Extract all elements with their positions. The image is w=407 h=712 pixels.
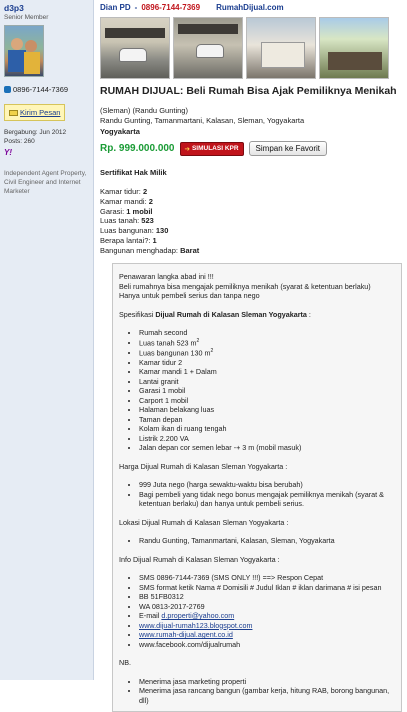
listing-area: (Sleman) (Randu Gunting) [100, 105, 188, 115]
list-item: • Menerima jasa rancang bangun (gambar kerja, hitung RAB, borong bangunan, dll) [139, 686, 391, 705]
kpr-simulation-button[interactable] [180, 142, 244, 156]
email-item: • E-mail d.properti@yahoo.com [139, 611, 391, 621]
facebook-item [139, 640, 391, 650]
listing-main [100, 0, 407, 712]
spec-label: Kamar mandi: [100, 196, 149, 206]
nb-items [139, 677, 391, 706]
spec-value: 2 [142, 187, 148, 197]
listing-location [100, 106, 407, 138]
agent-site-item-link[interactable]: www.rumah-dijual.agent.co.id [139, 630, 233, 640]
spec-value: Barat [180, 245, 200, 255]
desc-intro-3: Hanya untuk pembeli serius dan tanpa nego [119, 291, 260, 301]
list-item: • 999 Juta nego (harga sewaktu-waktu bisa berubah) [139, 480, 391, 490]
sidebar-phone [4, 85, 89, 94]
spec-list [100, 187, 407, 255]
avatar[interactable] [4, 25, 44, 77]
agent-phone: 0896-7144-7369 [141, 3, 201, 12]
price-row [100, 141, 407, 156]
user-sidebar [0, 0, 94, 680]
spec-value: 130 [155, 226, 169, 236]
spec-row [100, 207, 407, 217]
list-item: • Taman depan [139, 415, 391, 425]
spec-heading: Spesifikasi Dijual Rumah di Kalasan Sleman Yogyakarta : [119, 309, 311, 319]
photo-thumb[interactable] [100, 17, 170, 79]
spec-value: 523 [141, 216, 154, 226]
spec-label: Garasi: [100, 206, 127, 216]
join-date: Bergabung: Jun 2012 [4, 129, 67, 136]
mail-icon [9, 110, 18, 116]
spec-value: 1 mobil [126, 206, 153, 216]
spec-label: Bangunan menghadap: [100, 245, 181, 255]
spec-items [139, 328, 391, 452]
desc-intro-2: Beli rumahnya bisa mengajak pemiliknya menikah (syarat & ketentuan berlaku) [119, 281, 371, 291]
list-item: • Carport 1 mobil [139, 396, 391, 406]
location-items [139, 536, 391, 546]
photo-thumb[interactable] [319, 17, 389, 79]
blog-item [139, 621, 391, 631]
list-item: • Halaman belakang luas [139, 405, 391, 415]
spec-row [100, 197, 407, 207]
list-item: • Kolam ikan di ruang tengah [139, 424, 391, 434]
send-message-button[interactable] [4, 104, 65, 121]
list-item: • Randu Gunting, Tamanmartani, Kalasan, Sleman, Yogyakarta [139, 536, 391, 546]
kpr-label: SIMULASI KPR [191, 145, 239, 153]
site-link[interactable]: RumahDijual.com [216, 3, 284, 12]
list-item: • SMS 0896-7144-7369 (SMS ONLY !!!) ==> Respon Cepat [139, 573, 391, 583]
facebook-item-link[interactable]: www.facebook.com/dijualrumah [139, 639, 241, 649]
spec-row [100, 187, 407, 197]
arrow-right-icon: ➔ [184, 145, 190, 153]
listing-city: Yogyakarta [100, 126, 140, 136]
info-heading: Info Dijual Rumah di Kalasan Sleman Yogyakarta : [119, 554, 280, 564]
save-favorite-button[interactable]: Simpan ke Favorit [249, 141, 327, 156]
photo-gallery [100, 17, 407, 79]
list-item: • SMS format ketik Nama # Domisili # Judul Iklan # iklan darimana # isi pesan [139, 583, 391, 593]
agent-name: Dian PD [100, 3, 131, 12]
agent-site-item [139, 630, 391, 640]
photo-thumb[interactable] [173, 17, 243, 79]
photo-thumb[interactable] [246, 17, 316, 79]
info-items [139, 573, 391, 649]
email-item-link[interactable]: d.properti@yahoo.com [161, 611, 235, 621]
phone-icon [4, 86, 11, 93]
user-description: Independent Agent Property, Civil Engineer and Internet Marketer [4, 170, 87, 195]
location-heading: Lokasi Dijual Rumah di Kalasan Sleman Yogyakarta : [119, 517, 289, 527]
price-heading: Harga Dijual Rumah di Kalasan Sleman Yogyakarta : [119, 461, 288, 471]
send-message-label: Kirim Pesan [20, 108, 61, 117]
list-item: • Menerima jasa marketing properti [139, 677, 391, 687]
username-link[interactable]: d3p3 [4, 3, 24, 13]
spec-row [100, 226, 407, 236]
list-item: • Garasi 1 mobil [139, 386, 391, 396]
contact-separator: - [134, 3, 138, 12]
list-item: • Luas tanah 523 $m^2$ [139, 338, 391, 348]
post-count: Posts: 260 [4, 137, 35, 145]
list-item: • Lantai granit [139, 377, 391, 387]
list-item: • BB 51FB0312 [139, 592, 391, 602]
certificate-type: Sertifikat Hak Milik [100, 168, 167, 178]
spec-label: Luas bangunan: [100, 226, 156, 236]
list-item: • Jalan depan cor semen lebar -+ 3 m (mobil masuk) [139, 443, 391, 453]
spec-value: 2 [148, 196, 153, 206]
spec-row [100, 216, 407, 226]
price-items [139, 480, 391, 509]
spec-row [100, 246, 407, 256]
list-item: • Luas bangunan 130 $m^2$ [139, 348, 391, 358]
spec-label: Luas tanah: [100, 216, 142, 226]
spec-label: Berapa lantai?: [100, 235, 153, 245]
listing-title: RUMAH DIJUAL: Beli Rumah Bisa Ajak Pemiliknya Menikah [100, 85, 397, 97]
list-item: • Bagi pembeli yang tidak nego bonus mengajak pemiliknya menikah (syarat & ketentuan berlaku) dan hanya untuk pembeli serius. [139, 490, 391, 509]
description-box [112, 263, 402, 712]
list-item: • Kamar mandi 1 + Dalam [139, 367, 391, 377]
user-rank: Senior Member [4, 14, 49, 21]
sidebar-phone-number: 0896-7144-7369 [13, 85, 69, 94]
listing-address: Randu Gunting, Tamanmartani, Kalasan, Sleman, Yogyakarta [100, 116, 305, 126]
desc-intro-1: Penawaran langka abad ini !!! [119, 272, 214, 282]
nb-heading: NB. [119, 658, 131, 668]
yahoo-messenger-icon[interactable]: Y! [4, 147, 12, 157]
list-item: • Kamar tidur 2 [139, 358, 391, 368]
list-item: • Rumah second [139, 328, 391, 338]
spec-row [100, 236, 407, 246]
list-item: • WA 0813-2017-2769 [139, 602, 391, 612]
listing-price: Rp. 999.000.000 [100, 143, 175, 155]
contact-bar [100, 0, 407, 12]
blog-item-link[interactable]: www.dijual-rumah123.blogspot.com [139, 620, 253, 630]
spec-value: 1 [152, 235, 157, 245]
user-meta [4, 129, 89, 158]
list-item: • Listrik 2.200 VA [139, 434, 391, 444]
spec-label: Kamar tidur: [100, 187, 143, 197]
